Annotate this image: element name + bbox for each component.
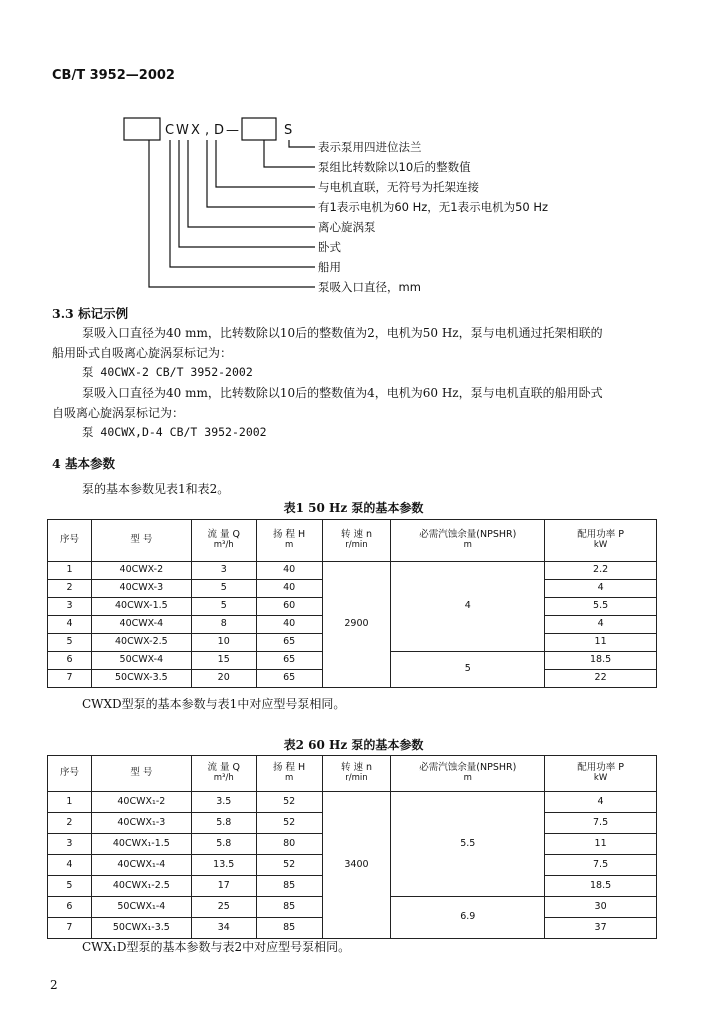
cell-head: 52	[256, 813, 322, 834]
head-label: 扬 程 H	[273, 529, 306, 541]
flow-label: 流 量 Q	[207, 529, 240, 541]
code-comma: ,	[205, 123, 210, 138]
head-unit: m	[284, 773, 294, 784]
cell-power: 7.5	[545, 855, 657, 876]
table-header-row	[48, 520, 657, 562]
cell-flow: 5	[191, 580, 256, 598]
table1-note: CWXD型泵的基本参数与表1中对应型号泵相同。	[82, 697, 346, 711]
example1-designation: 泵 40CWX-2 CB/T 3952-2002	[82, 365, 253, 379]
designation-code-diagram	[0, 0, 707, 300]
cell-no: 3	[48, 598, 92, 616]
header-model: 型 号	[91, 520, 191, 562]
header-flow	[191, 756, 256, 792]
cell-head: 52	[256, 792, 322, 813]
table2-caption: 表2 60 Hz 泵的基本参数	[283, 738, 424, 752]
cell-flow: 13.5	[191, 855, 256, 876]
flow-unit: m³/h	[213, 540, 234, 551]
cell-power: 37	[545, 918, 657, 939]
speed-unit: r/min	[345, 773, 368, 784]
npshr-label: 必需汽蚀余量(NPSHR)	[419, 762, 517, 774]
example1-description-line1: 泵吸入口直径为40 mm，比转数除以10后的整数值为2，电机为50 Hz，泵与电机通过托架相联的	[82, 326, 603, 340]
cell-head: 52	[256, 855, 322, 876]
cell-head: 40	[256, 562, 322, 580]
cell-npshr-group1: 4	[391, 562, 545, 652]
cell-npshr-group2: 6.9	[391, 897, 545, 939]
head-label: 扬 程 H	[273, 762, 306, 774]
cell-power: 7.5	[545, 813, 657, 834]
cell-npshr-group2: 5	[391, 652, 545, 688]
diameter-placeholder-box	[124, 118, 160, 140]
cell-no: 1	[48, 562, 92, 580]
cell-model: 50CWX₁-4	[91, 897, 191, 918]
cell-model: 40CWX-3	[91, 580, 191, 598]
cell-power: 5.5	[545, 598, 657, 616]
table-row	[48, 792, 657, 813]
header-head	[256, 520, 322, 562]
cell-flow: 5.8	[191, 834, 256, 855]
flow-unit: m³/h	[213, 773, 234, 784]
table2-basic-parameters-60hz	[47, 755, 657, 939]
cell-power: 2.2	[545, 562, 657, 580]
cell-power: 4	[545, 580, 657, 598]
example1-description-line2: 船用卧式自吸离心旋涡泵标记为：	[52, 346, 233, 360]
section-3-3-heading: 3.3 标记示例	[52, 306, 129, 321]
cell-flow: 17	[191, 876, 256, 897]
cell-model: 40CWX-2.5	[91, 634, 191, 652]
cell-flow: 25	[191, 897, 256, 918]
header-npshr	[391, 756, 545, 792]
explanation-inlet-diameter: 泵吸入口直径，mm	[318, 280, 421, 294]
cell-no: 5	[48, 876, 92, 897]
cell-power: 18.5	[545, 652, 657, 670]
cell-npshr-group1: 5.5	[391, 792, 545, 897]
cell-head: 65	[256, 634, 322, 652]
header-no: 序号	[48, 520, 92, 562]
table1-basic-parameters-50hz	[47, 519, 657, 688]
code-letter-c: C	[165, 123, 175, 138]
cell-no: 7	[48, 670, 92, 688]
cell-flow: 20	[191, 670, 256, 688]
npshr-label: 必需汽蚀余量(NPSHR)	[419, 529, 517, 541]
cell-flow: 8	[191, 616, 256, 634]
cell-model: 40CWX-4	[91, 616, 191, 634]
cell-model: 40CWX₁-3	[91, 813, 191, 834]
page-number: 2	[50, 978, 58, 992]
cell-model: 40CWX-2	[91, 562, 191, 580]
header-power	[545, 756, 657, 792]
cell-power: 30	[545, 897, 657, 918]
speed-label: 转 速 n	[340, 529, 373, 541]
cell-flow: 15	[191, 652, 256, 670]
flow-label: 流 量 Q	[207, 762, 240, 774]
cell-power: 11	[545, 634, 657, 652]
cell-head: 85	[256, 897, 322, 918]
header-model: 型 号	[91, 756, 191, 792]
table1-caption: 表1 50 Hz 泵的基本参数	[283, 501, 424, 515]
power-label: 配用功率 P	[577, 529, 624, 541]
cell-no: 3	[48, 834, 92, 855]
example2-description-line1: 泵吸入口直径为40 mm，比转数除以10后的整数值为4，电机为60 Hz，泵与电机直联的船用卧式	[82, 386, 603, 400]
explanation-specific-speed: 泵组比转数除以10后的整数值	[318, 160, 471, 174]
cell-no: 5	[48, 634, 92, 652]
header-head	[256, 756, 322, 792]
code-letter-d: D	[214, 123, 225, 138]
cell-no: 4	[48, 855, 92, 876]
table-row	[48, 562, 657, 580]
explanation-marine: 船用	[318, 260, 341, 274]
cell-no: 6	[48, 897, 92, 918]
cell-flow: 3.5	[191, 792, 256, 813]
explanation-flange: 表示泵用四进位法兰	[318, 140, 422, 154]
cell-no: 4	[48, 616, 92, 634]
code-letter-s: S	[284, 123, 293, 138]
cell-no: 2	[48, 813, 92, 834]
standard-number-header: CB/T 3952—2002	[52, 68, 175, 83]
cell-model: 50CWX₁-3.5	[91, 918, 191, 939]
cell-flow: 3	[191, 562, 256, 580]
cell-flow: 5.8	[191, 813, 256, 834]
table-header-row	[48, 756, 657, 792]
cell-head: 65	[256, 670, 322, 688]
cell-head: 85	[256, 918, 322, 939]
code-dash: —	[226, 123, 239, 138]
header-flow	[191, 520, 256, 562]
npshr-unit: m	[463, 773, 472, 784]
code-letter-x: X	[191, 123, 200, 138]
explanation-horizontal: 卧式	[318, 240, 341, 254]
cell-model: 40CWX-1.5	[91, 598, 191, 616]
table2-note: CWX₁D型泵的基本参数与表2中对应型号泵相同。	[82, 940, 351, 954]
section-4-heading: 4 基本参数	[52, 456, 116, 471]
example2-description-line2: 自吸离心旋涡泵标记为：	[52, 406, 185, 420]
cell-model: 40CWX₁-4	[91, 855, 191, 876]
header-power	[545, 520, 657, 562]
cell-power: 4	[545, 792, 657, 813]
cell-model: 50CWX-4	[91, 652, 191, 670]
cell-no: 7	[48, 918, 92, 939]
cell-head: 60	[256, 598, 322, 616]
speed-label: 转 速 n	[340, 762, 373, 774]
cell-head: 80	[256, 834, 322, 855]
cell-flow: 5	[191, 598, 256, 616]
npshr-unit: m	[463, 540, 472, 551]
cell-flow: 10	[191, 634, 256, 652]
specific-speed-placeholder-box	[242, 118, 276, 140]
cell-head: 40	[256, 580, 322, 598]
cell-no: 6	[48, 652, 92, 670]
header-no: 序号	[48, 756, 92, 792]
section-4-intro: 泵的基本参数见表1和表2。	[82, 482, 230, 496]
code-letter-w: W	[176, 123, 189, 138]
example2-designation: 泵 40CWX,D-4 CB/T 3952-2002	[82, 425, 267, 439]
power-unit: kW	[593, 773, 608, 784]
cell-power: 18.5	[545, 876, 657, 897]
header-speed	[322, 756, 391, 792]
cell-speed-merged: 2900	[322, 562, 391, 688]
cell-power: 22	[545, 670, 657, 688]
head-unit: m	[284, 540, 294, 551]
explanation-motor-frequency: 有1表示电机为60 Hz，无1表示电机为50 Hz	[318, 200, 549, 214]
cell-model: 40CWX₁-1.5	[91, 834, 191, 855]
cell-no: 1	[48, 792, 92, 813]
explanation-direct-coupling: 与电机直联，无符号为托架连接	[318, 180, 479, 194]
cell-flow: 34	[191, 918, 256, 939]
header-speed	[322, 520, 391, 562]
cell-head: 65	[256, 652, 322, 670]
header-npshr	[391, 520, 545, 562]
cell-no: 2	[48, 580, 92, 598]
cell-head: 40	[256, 616, 322, 634]
cell-power: 11	[545, 834, 657, 855]
cell-head: 85	[256, 876, 322, 897]
explanation-vortex-pump: 离心旋涡泵	[318, 220, 376, 234]
power-label: 配用功率 P	[577, 762, 624, 774]
power-unit: kW	[593, 540, 608, 551]
cell-power: 4	[545, 616, 657, 634]
cell-speed-merged: 3400	[322, 792, 391, 939]
cell-model: 50CWX-3.5	[91, 670, 191, 688]
speed-unit: r/min	[345, 540, 368, 551]
cell-model: 40CWX₁-2	[91, 792, 191, 813]
cell-model: 40CWX₁-2.5	[91, 876, 191, 897]
